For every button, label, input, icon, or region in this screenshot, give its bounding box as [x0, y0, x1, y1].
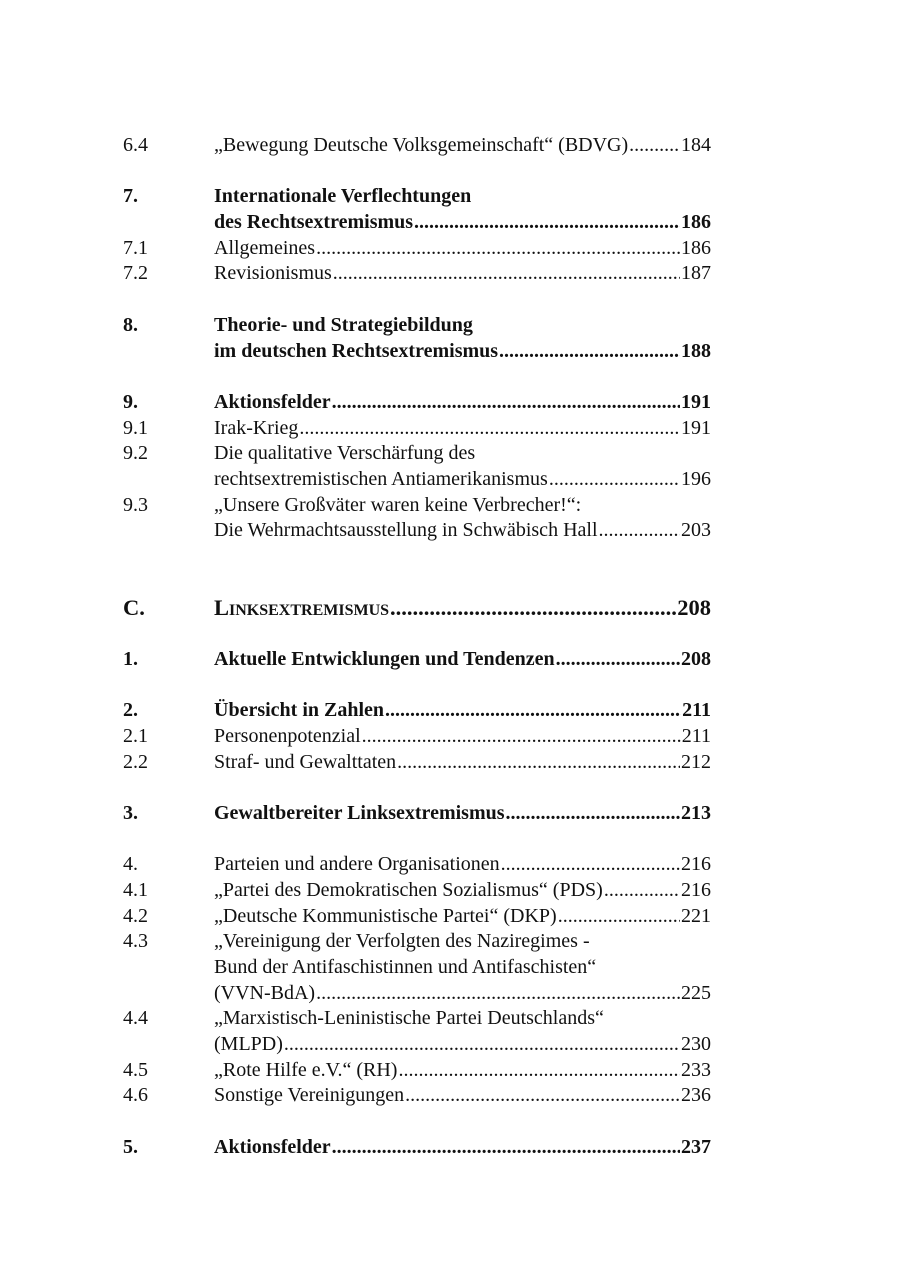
- entry-page: 225: [681, 981, 711, 1004]
- dot-leader: [604, 878, 680, 904]
- entry-page: 233: [681, 1058, 711, 1081]
- entry-title: Linksextremismus: [214, 595, 390, 621]
- entry-page: 203: [681, 519, 711, 542]
- toc-entry[interactable]: [123, 133, 711, 159]
- toc-entry[interactable]: [123, 416, 711, 442]
- dot-leader: [316, 236, 680, 262]
- toc-entry[interactable]: [123, 1006, 711, 1032]
- entry-page: 211: [682, 699, 711, 722]
- entry-number: 5.: [123, 1135, 138, 1158]
- entry-title: rechtsextremistischen Antiamerikanismus: [214, 467, 548, 490]
- entry-title: des Rechtsextremismus: [214, 211, 414, 234]
- toc-entry-continuation[interactable]: [123, 518, 711, 544]
- dot-leader: [333, 261, 680, 287]
- dot-leader: [385, 698, 681, 724]
- entry-title: (VVN-BdA): [214, 981, 316, 1004]
- dot-leader: [390, 595, 676, 621]
- entry-number: 2.: [123, 699, 138, 722]
- entry-number: 4.1: [123, 878, 148, 901]
- dot-leader: [316, 981, 680, 1007]
- dot-leader: [299, 416, 680, 442]
- toc-entry[interactable]: [123, 647, 711, 673]
- entry-page: 221: [681, 904, 711, 927]
- toc-entry[interactable]: [123, 801, 711, 827]
- toc-entry[interactable]: [123, 724, 711, 750]
- toc-entry[interactable]: [123, 261, 711, 287]
- dot-leader: [599, 518, 681, 544]
- entry-number: 4.2: [123, 904, 148, 927]
- entry-number: 9.: [123, 390, 138, 413]
- entry-page: 236: [681, 1084, 711, 1107]
- entry-page: 230: [681, 1033, 711, 1056]
- entry-number: 4.6: [123, 1084, 148, 1107]
- entry-title: (MLPD): [214, 1033, 283, 1056]
- entry-page: 216: [681, 853, 711, 876]
- entry-page: 196: [681, 467, 711, 490]
- toc-entry[interactable]: [123, 236, 711, 262]
- entry-title: „Partei des Demokratischen Sozialismus“ (PDS): [214, 878, 603, 901]
- dot-leader: [332, 1135, 680, 1161]
- entry-number: 4.5: [123, 1058, 148, 1081]
- toc-entry[interactable]: [123, 1135, 711, 1161]
- entry-page: 208: [681, 647, 711, 670]
- dot-leader: [405, 1083, 680, 1109]
- toc-entry[interactable]: [123, 904, 711, 930]
- entry-title: im deutschen Rechtsextremismus: [214, 339, 499, 362]
- entry-number: 4.4: [123, 1007, 148, 1030]
- entry-number: 2.2: [123, 750, 148, 773]
- entry-number: 2.1: [123, 724, 148, 747]
- entry-title: Personenpotenzial: [214, 724, 361, 747]
- toc-entry[interactable]: [123, 184, 711, 210]
- dot-leader: [558, 904, 680, 930]
- dot-leader: [332, 390, 680, 416]
- dot-leader: [499, 339, 680, 365]
- dot-leader: [397, 750, 680, 776]
- dot-leader: [501, 852, 680, 878]
- entry-title: Die Wehrmachtsausstellung in Schwäbisch Hall: [214, 519, 598, 542]
- entry-number: 7.1: [123, 236, 148, 259]
- toc-entry-continuation[interactable]: [123, 981, 711, 1007]
- entry-title: Revisionismus: [214, 262, 332, 285]
- toc-entry[interactable]: [123, 493, 711, 519]
- entry-page: 186: [681, 211, 711, 234]
- entry-number: 8.: [123, 313, 138, 336]
- entry-number: 7.2: [123, 262, 148, 285]
- entry-page: 184: [681, 134, 711, 156]
- entry-number: 6.4: [123, 134, 148, 156]
- toc-entry-continuation[interactable]: [123, 467, 711, 493]
- entry-page: 191: [681, 390, 711, 413]
- entry-page: 187: [681, 262, 711, 285]
- entry-title: Theorie- und Strategiebildung: [214, 313, 473, 336]
- entry-title: Allgemeines: [214, 236, 316, 259]
- entry-number: 4.3: [123, 930, 148, 953]
- dot-leader: [414, 210, 680, 236]
- toc-entry[interactable]: [123, 1058, 711, 1084]
- entry-number: 9.1: [123, 416, 148, 439]
- entry-page: 237: [681, 1135, 711, 1158]
- entry-title: Straf- und Gewalttaten: [214, 750, 397, 773]
- entry-title: Parteien und andere Organisationen: [214, 853, 500, 876]
- entry-page: 186: [681, 236, 711, 259]
- entry-title: „Unsere Großväter waren keine Verbrecher!“:: [214, 493, 582, 516]
- entry-title: Übersicht in Zahlen: [214, 699, 385, 722]
- entry-title: Sonstige Vereinigungen: [214, 1084, 405, 1107]
- entry-page: 216: [681, 878, 711, 901]
- toc-entry-continuation[interactable]: [123, 339, 711, 365]
- entry-title: Aktionsfelder: [214, 390, 331, 413]
- entry-page: 208: [677, 595, 711, 621]
- entry-number: 7.: [123, 185, 138, 208]
- entry-number: 4.: [123, 853, 138, 876]
- entry-page: 191: [681, 416, 711, 439]
- dot-leader: [629, 133, 680, 159]
- entry-number: C.: [123, 595, 145, 621]
- toc-entry-continuation[interactable]: [123, 1032, 711, 1058]
- entry-title: „Deutsche Kommunistische Partei“ (DKP): [214, 904, 557, 927]
- entry-title: „Marxistisch-Leninistische Partei Deutschlands“: [214, 1007, 604, 1030]
- dot-leader: [549, 467, 680, 493]
- entry-page: 213: [681, 801, 711, 824]
- entry-number: 9.2: [123, 442, 148, 465]
- toc-entry[interactable]: [123, 878, 711, 904]
- dot-leader: [284, 1032, 680, 1058]
- dot-leader: [506, 801, 680, 827]
- toc-chapter[interactable]: [123, 595, 711, 621]
- entry-title: „Rote Hilfe e.V.“ (RH): [214, 1058, 398, 1081]
- entry-title: Die qualitative Verschärfung des: [214, 442, 476, 465]
- table-of-contents: [123, 133, 711, 1161]
- toc-entry-continuation[interactable]: [123, 210, 711, 236]
- entry-title: Irak-Krieg: [214, 416, 299, 439]
- toc-entry[interactable]: [123, 441, 711, 467]
- toc-entry[interactable]: [123, 698, 711, 724]
- entry-number: 3.: [123, 801, 138, 824]
- entry-title: „Vereinigung der Verfolgten des Naziregimes -: [214, 930, 590, 953]
- entry-title: Aktuelle Entwicklungen und Tendenzen: [214, 647, 555, 670]
- entry-title: Internationale Verflechtungen: [214, 185, 472, 208]
- dot-leader: [556, 647, 680, 673]
- entry-title: Bund der Antifaschistinnen und Antifaschisten“: [214, 956, 597, 978]
- entry-page: 188: [681, 339, 711, 362]
- toc-entry[interactable]: [123, 390, 711, 416]
- toc-entry[interactable]: [123, 750, 711, 776]
- toc-entry[interactable]: [123, 852, 711, 878]
- entry-number: 1.: [123, 647, 138, 670]
- toc-entry[interactable]: [123, 1083, 711, 1109]
- entry-page: 212: [681, 750, 711, 773]
- entry-page: 211: [681, 724, 711, 747]
- entry-title: Aktionsfelder: [214, 1135, 331, 1158]
- dot-leader: [362, 724, 681, 750]
- toc-entry-continuation[interactable]: [123, 955, 711, 981]
- entry-title: „Bewegung Deutsche Volksgemeinschaft“ (BDVG): [214, 134, 629, 156]
- dot-leader: [398, 1058, 680, 1084]
- toc-entry[interactable]: [123, 929, 711, 955]
- entry-title: Gewaltbereiter Linksextremismus: [214, 801, 505, 824]
- entry-number: 9.3: [123, 493, 148, 516]
- toc-entry[interactable]: [123, 313, 711, 339]
